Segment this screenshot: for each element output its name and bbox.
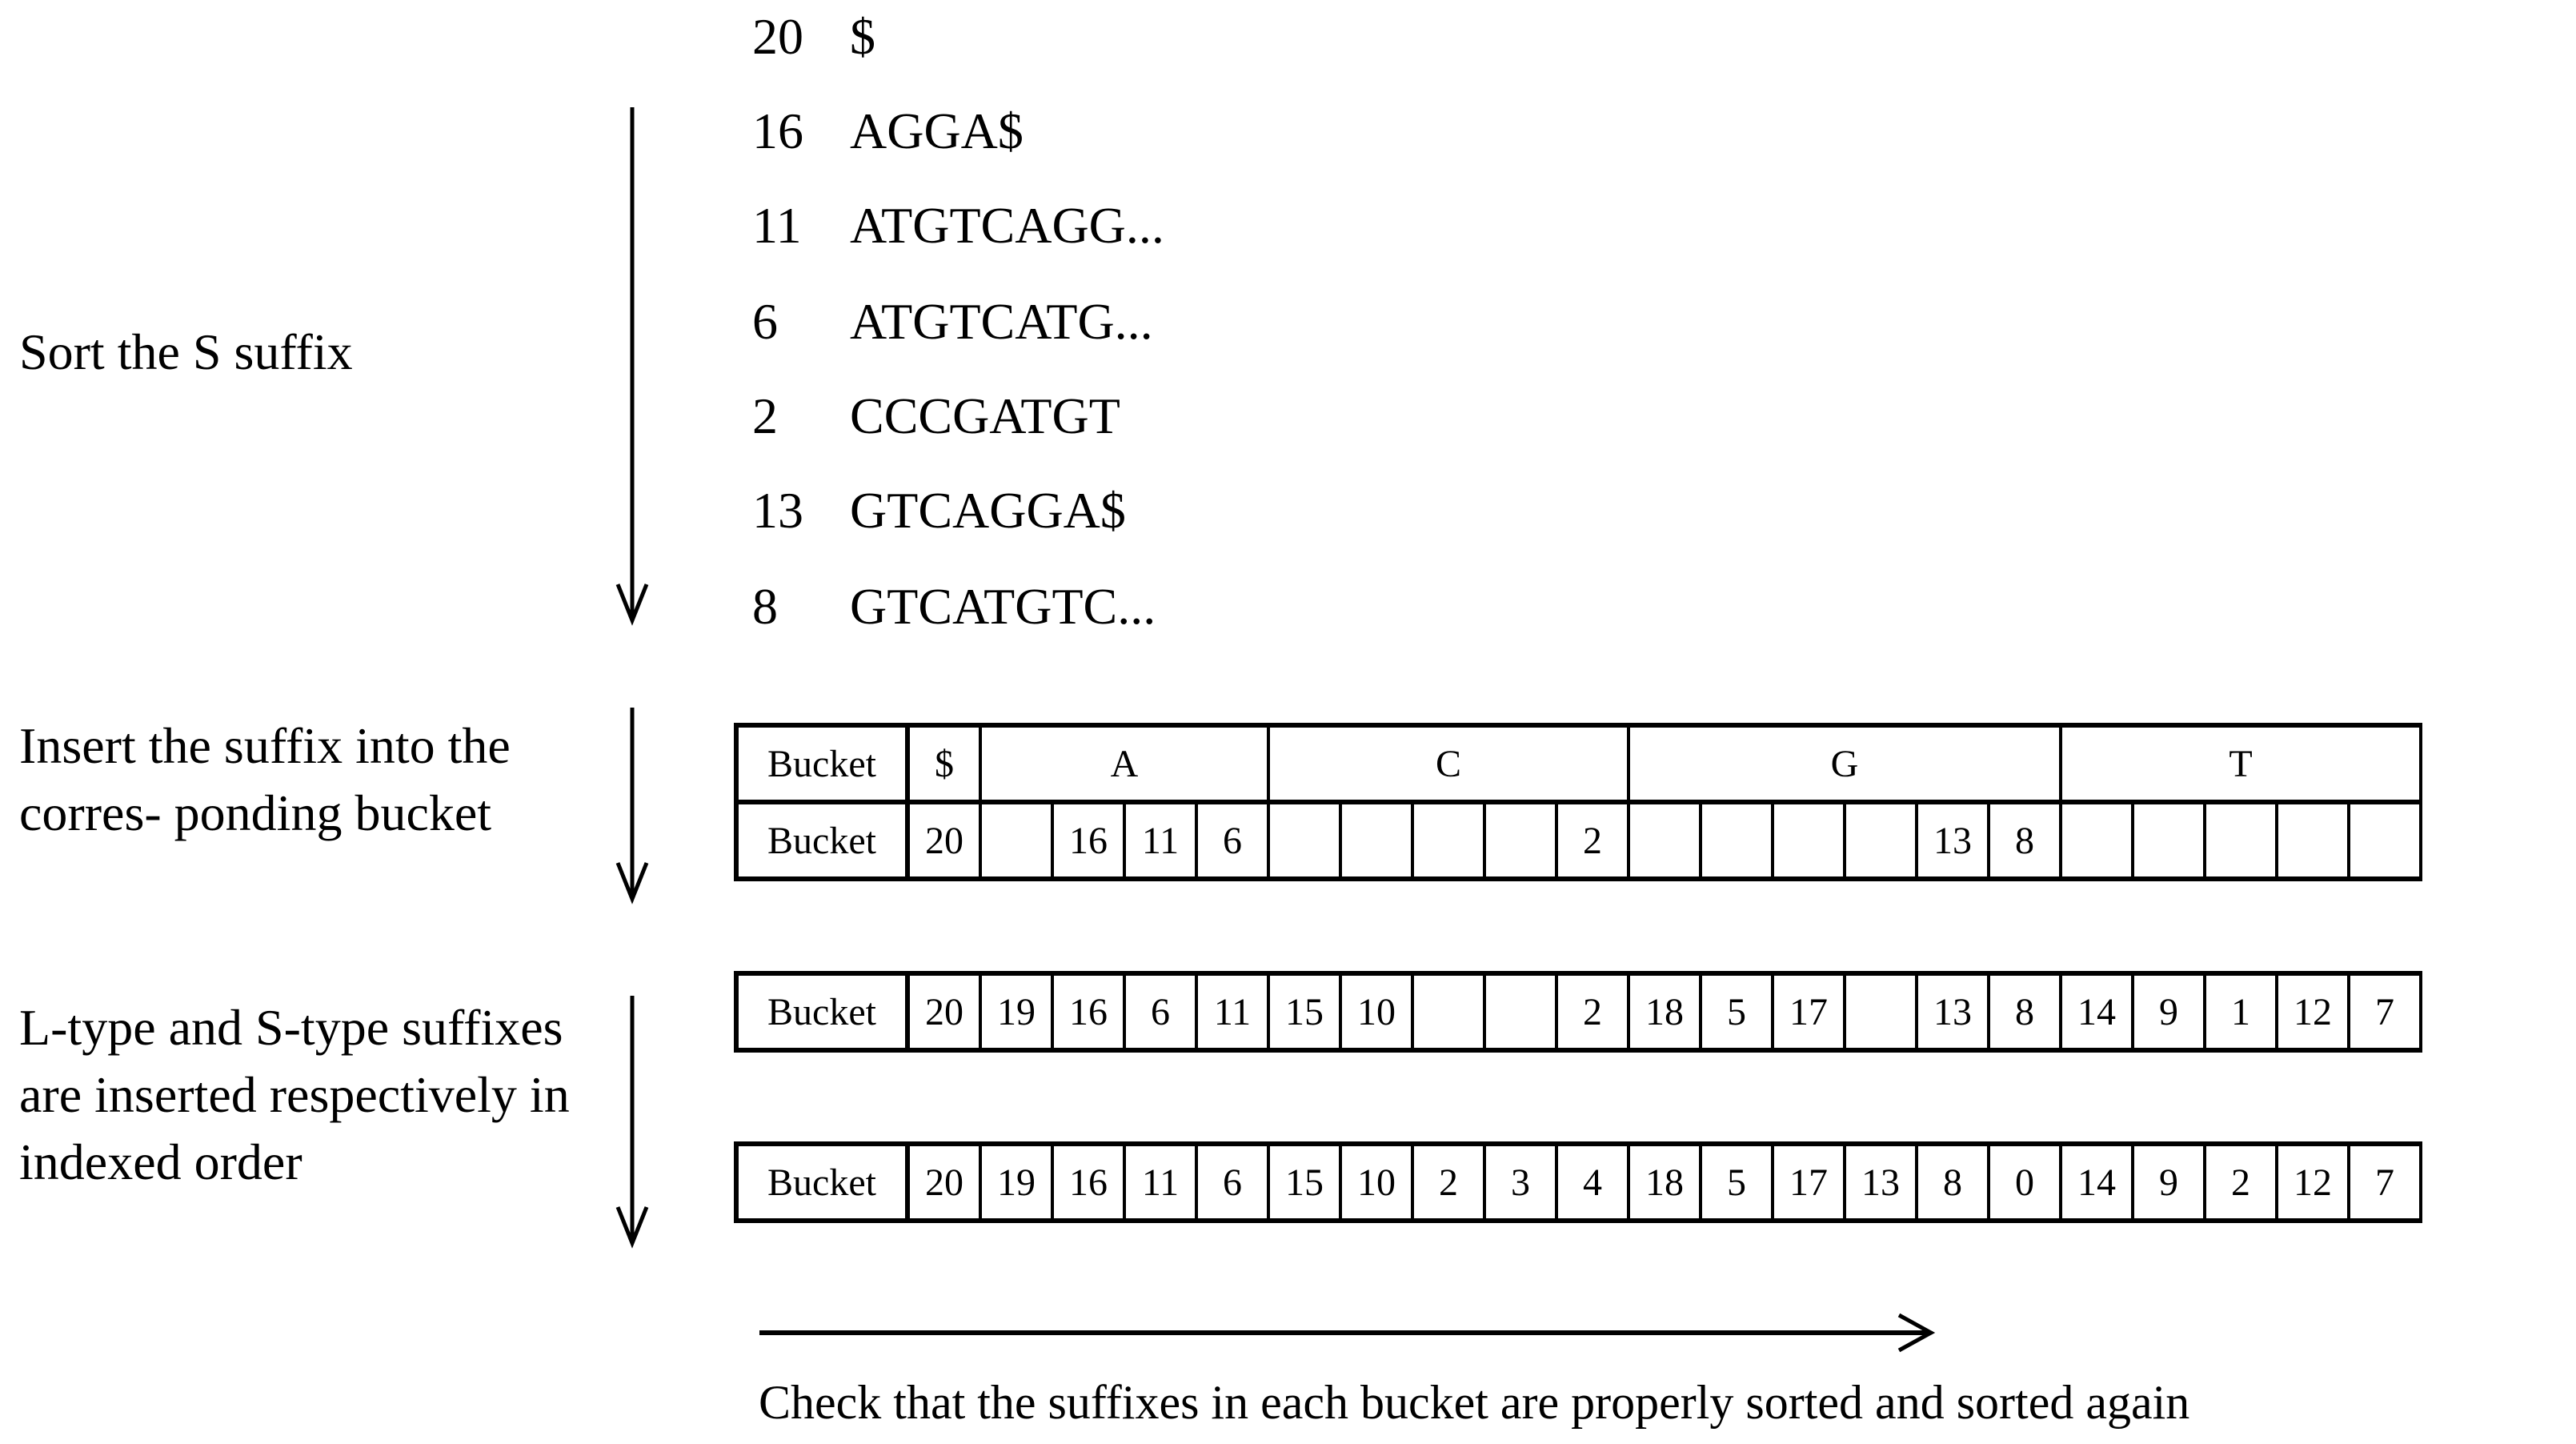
bucket-group-header: G — [1629, 725, 2061, 802]
bucket-cell: 1 — [2205, 973, 2277, 1050]
bucket-cell — [2277, 802, 2349, 879]
bucket-group-header: $ — [907, 725, 980, 802]
bucket-cell: 8 — [1917, 1144, 1989, 1221]
bucket-row — [736, 973, 2421, 1050]
bucket-cell: 7 — [2349, 973, 2421, 1050]
suffix-index: 8 — [752, 578, 778, 635]
suffix-entry — [752, 384, 1120, 448]
bucket-cell: 11 — [1124, 802, 1196, 879]
bucket-cell — [1484, 802, 1556, 879]
bucket-cell — [980, 802, 1052, 879]
bucket-cell — [1845, 973, 1917, 1050]
bucket-cell: 15 — [1268, 973, 1340, 1050]
bucket-cell: 20 — [907, 1144, 980, 1221]
bucket-cell: 6 — [1124, 973, 1196, 1050]
bucket-cell: 10 — [1340, 1144, 1412, 1221]
suffix-text: $ — [850, 8, 875, 65]
suffix-entry — [752, 575, 1156, 639]
bucket-cell: 6 — [1196, 1144, 1268, 1221]
down-arrow-icon — [608, 993, 656, 1249]
bucket-cell: 5 — [1701, 973, 1773, 1050]
ltype-bucket-table — [734, 971, 2422, 1053]
bucket-group-header: C — [1268, 725, 1629, 802]
suffix-index: 20 — [752, 8, 803, 65]
bucket-cell: 5 — [1701, 1144, 1773, 1221]
bucket-cell: 13 — [1917, 973, 1989, 1050]
bucket-cell — [1412, 973, 1484, 1050]
bucket-cell: 12 — [2277, 1144, 2349, 1221]
bucket-cell — [2061, 802, 2133, 879]
suffix-text: ATGTCAGG... — [850, 197, 1164, 254]
bucket-cell: 10 — [1340, 973, 1412, 1050]
bucket-cell: 17 — [1773, 973, 1845, 1050]
suffix-entry — [752, 99, 1024, 163]
bucket-cell — [2133, 802, 2205, 879]
bucket-cell: 6 — [1196, 802, 1268, 879]
bucket-cell: 19 — [980, 973, 1052, 1050]
step-insert-label — [19, 712, 511, 847]
bucket-cell: 11 — [1196, 973, 1268, 1050]
bucket-cell: 17 — [1773, 1144, 1845, 1221]
bucket-cell: 13 — [1845, 1144, 1917, 1221]
bucket-cell: 15 — [1268, 1144, 1340, 1221]
bucket-cell: 11 — [1124, 1144, 1196, 1221]
suffix-entry — [752, 479, 1126, 543]
bucket-cell: 20 — [907, 973, 980, 1050]
bucket-cell: 20 — [907, 802, 980, 879]
caption: Check that the suffixes in each bucket are properly sorted and sorted again — [759, 1376, 2190, 1429]
bucket-cell: 9 — [2133, 973, 2205, 1050]
step-insert-line2: corres- ponding bucket — [19, 784, 492, 841]
step-ltype-line2: are inserted respectively in — [19, 1066, 570, 1123]
bucket-cell: 13 — [1917, 802, 1989, 879]
suffix-index: 6 — [752, 293, 778, 350]
bucket-cell — [1340, 802, 1412, 879]
suffix-entry — [752, 290, 1153, 354]
bucket-cell: 4 — [1556, 1144, 1629, 1221]
bucket-cell — [2349, 802, 2421, 879]
suffix-text: ATGTCATG... — [850, 293, 1153, 350]
step-sort-label: Sort the S suffix — [19, 323, 353, 380]
step-ltype-label — [19, 994, 570, 1196]
bucket-group-header: A — [980, 725, 1268, 802]
bucket-cell: 3 — [1484, 1144, 1556, 1221]
bucket-cell — [1484, 973, 1556, 1050]
suffix-index: 2 — [752, 387, 778, 444]
bucket-cell — [1629, 802, 1701, 879]
bucket-cell: 9 — [2133, 1144, 2205, 1221]
bucket-row — [736, 1144, 2421, 1221]
bucket-cell: 19 — [980, 1144, 1052, 1221]
step-ltype-line3: indexed order — [19, 1133, 302, 1190]
bucket-cell: 14 — [2061, 1144, 2133, 1221]
bucket-cell — [2205, 802, 2277, 879]
suffix-text: GTCAGGA$ — [850, 482, 1126, 539]
bucket-cell: 2 — [1556, 973, 1629, 1050]
final-bucket-table — [734, 1141, 2422, 1223]
suffix-entry — [752, 194, 1164, 258]
suffix-entry — [752, 5, 875, 69]
bucket-cell: 7 — [2349, 1144, 2421, 1221]
bucket-cell — [1845, 802, 1917, 879]
bucket-cell: 16 — [1052, 1144, 1124, 1221]
down-arrow-icon — [608, 704, 656, 905]
bucket-cell — [1268, 802, 1340, 879]
step-insert-line1: Insert the suffix into the — [19, 717, 511, 774]
bucket-row-label: Bucket — [736, 802, 907, 879]
bucket-cell — [1773, 802, 1845, 879]
bucket-cell: 16 — [1052, 973, 1124, 1050]
step-ltype-line1: L-type and S-type suffixes — [19, 999, 563, 1056]
bucket-cell: 2 — [1412, 1144, 1484, 1221]
right-arrow-icon — [756, 1309, 1941, 1357]
initial-bucket-table — [734, 723, 2422, 881]
bucket-header-label: Bucket — [736, 725, 907, 802]
bucket-cell: 8 — [1989, 802, 2061, 879]
bucket-cell — [1412, 802, 1484, 879]
suffix-index: 11 — [752, 197, 802, 254]
bucket-cell: 14 — [2061, 973, 2133, 1050]
bucket-header-row — [736, 725, 2421, 802]
bucket-cell: 12 — [2277, 973, 2349, 1050]
down-arrow-icon — [608, 104, 656, 632]
bucket-group-header: T — [2061, 725, 2421, 802]
suffix-text: GTCATGTC... — [850, 578, 1156, 635]
bucket-cell — [1701, 802, 1773, 879]
bucket-cell: 8 — [1989, 973, 2061, 1050]
bucket-cell: 16 — [1052, 802, 1124, 879]
bucket-row-label: Bucket — [736, 1144, 907, 1221]
suffix-text: AGGA$ — [850, 102, 1024, 159]
suffix-index: 16 — [752, 102, 803, 159]
bucket-row — [736, 802, 2421, 879]
bucket-cell: 0 — [1989, 1144, 2061, 1221]
suffix-text: CCCGATGT — [850, 387, 1120, 444]
suffix-index: 13 — [752, 482, 803, 539]
bucket-cell: 18 — [1629, 973, 1701, 1050]
bucket-cell: 2 — [1556, 802, 1629, 879]
bucket-cell: 18 — [1629, 1144, 1701, 1221]
bucket-cell: 2 — [2205, 1144, 2277, 1221]
bucket-row-label: Bucket — [736, 973, 907, 1050]
